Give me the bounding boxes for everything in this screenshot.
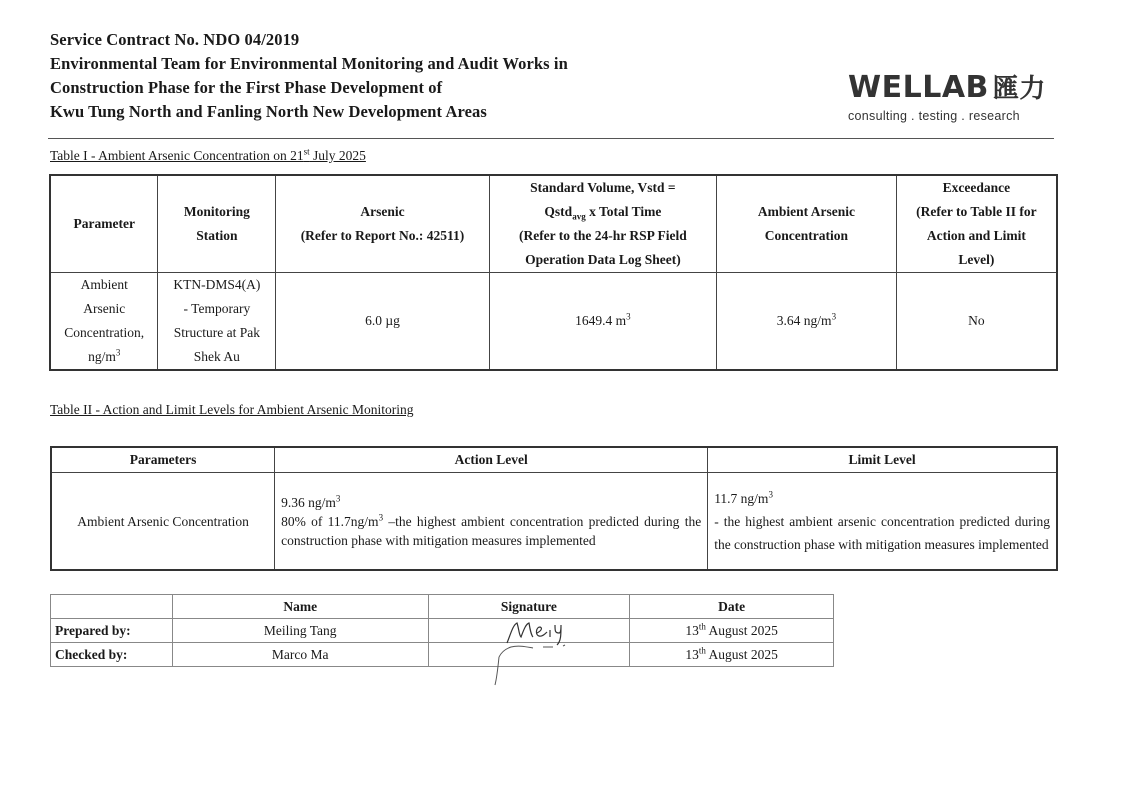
checked-by-signature xyxy=(428,643,630,667)
table-row xyxy=(51,643,834,667)
project-title-line-3: Kwu Tung North and Fanling North New Development Areas xyxy=(50,102,487,121)
prepared-by-name: Meiling Tang xyxy=(172,619,428,643)
header-action-level: Action Level xyxy=(275,447,708,473)
header-arsenic: Arsenic (Refer to Report No.: 42511) xyxy=(276,175,489,273)
cell-parameter: Ambient Arsenic Concentration xyxy=(51,473,275,571)
table-header-row xyxy=(50,175,1057,273)
handwritten-signature xyxy=(489,639,589,689)
table-header-row xyxy=(51,595,834,619)
table-row xyxy=(51,619,834,643)
header-exceedance: Exceedance (Refer to Table II for Action and Limit Level) xyxy=(896,175,1057,273)
cell-exceedance: No xyxy=(896,273,1057,371)
checked-by-label: Checked by: xyxy=(51,643,173,667)
header-parameter: Parameter xyxy=(50,175,158,273)
header-blank xyxy=(51,595,173,619)
project-title-line-1: Environmental Team for Environmental Monitoring and Audit Works in xyxy=(50,54,568,73)
header-standard-volume: Standard Volume, Vstd = Qstd$_{avg}$ x Total Time (Refer to the 24-hr RSP Field Operation Data Log Sheet) xyxy=(489,175,716,273)
header-divider xyxy=(48,138,1054,139)
cell-limit-level: 11.7 $ng/m^3$ - the highest ambient arsenic concentration predicted during the construction phase with mitigation measures implemented xyxy=(708,473,1057,571)
table-row xyxy=(51,473,1057,571)
company-logo xyxy=(848,72,1048,123)
checked-by-date: 13th August 2025 xyxy=(630,643,834,667)
header-parameters: Parameters xyxy=(51,447,275,473)
table1-caption: Table I - Ambient Arsenic Concentration on 21st July 2025 xyxy=(50,146,366,163)
cell-arsenic: 6.0 µg xyxy=(276,273,489,371)
prepared-by-label: Prepared by: xyxy=(51,619,173,643)
header-station: Monitoring Station xyxy=(158,175,276,273)
cell-standard-volume: 1649.4 $m^3$ xyxy=(489,273,716,371)
cell-concentration: 3.64 $ng/m^3$ xyxy=(717,273,897,371)
logo-chinese: 匯力 xyxy=(992,74,1046,104)
header-limit-level: Limit Level xyxy=(708,447,1057,473)
cell-station: KTN-DMS4(A) - Temporary Structure at Pak Shek Au xyxy=(158,273,276,371)
table2-caption: Table II - Action and Limit Levels for Ambient Arsenic Monitoring xyxy=(50,402,414,417)
header-concentration: Ambient Arsenic Concentration xyxy=(717,175,897,273)
header-signature: Signature xyxy=(428,595,630,619)
prepared-by-date: 13th August 2025 xyxy=(630,619,834,643)
document-header xyxy=(50,28,750,124)
action-limit-levels-table xyxy=(50,446,1058,571)
contract-number: Service Contract No. NDO 04/2019 xyxy=(50,30,300,49)
logo-tagline: consulting . testing . research xyxy=(848,109,1020,123)
table-header-row xyxy=(51,447,1057,473)
signoff-table xyxy=(50,594,834,667)
arsenic-concentration-table xyxy=(49,174,1058,371)
header-name: Name xyxy=(172,595,428,619)
cell-parameter: Ambient Arsenic Concentration, $ng/m^3$ xyxy=(50,273,158,371)
header-date: Date xyxy=(630,595,834,619)
logo-name: WELLAB xyxy=(848,70,989,105)
project-title-line-2: Construction Phase for the First Phase Development of xyxy=(50,78,443,97)
table-row xyxy=(50,273,1057,371)
cell-action-level: 9.36 $ng/m^3$ 80% of $11.7ng/m^3$ –the highest ambient concentration predicted during the construction phase with mitigation measures implemented xyxy=(275,473,708,571)
checked-by-name: Marco Ma xyxy=(172,643,428,667)
